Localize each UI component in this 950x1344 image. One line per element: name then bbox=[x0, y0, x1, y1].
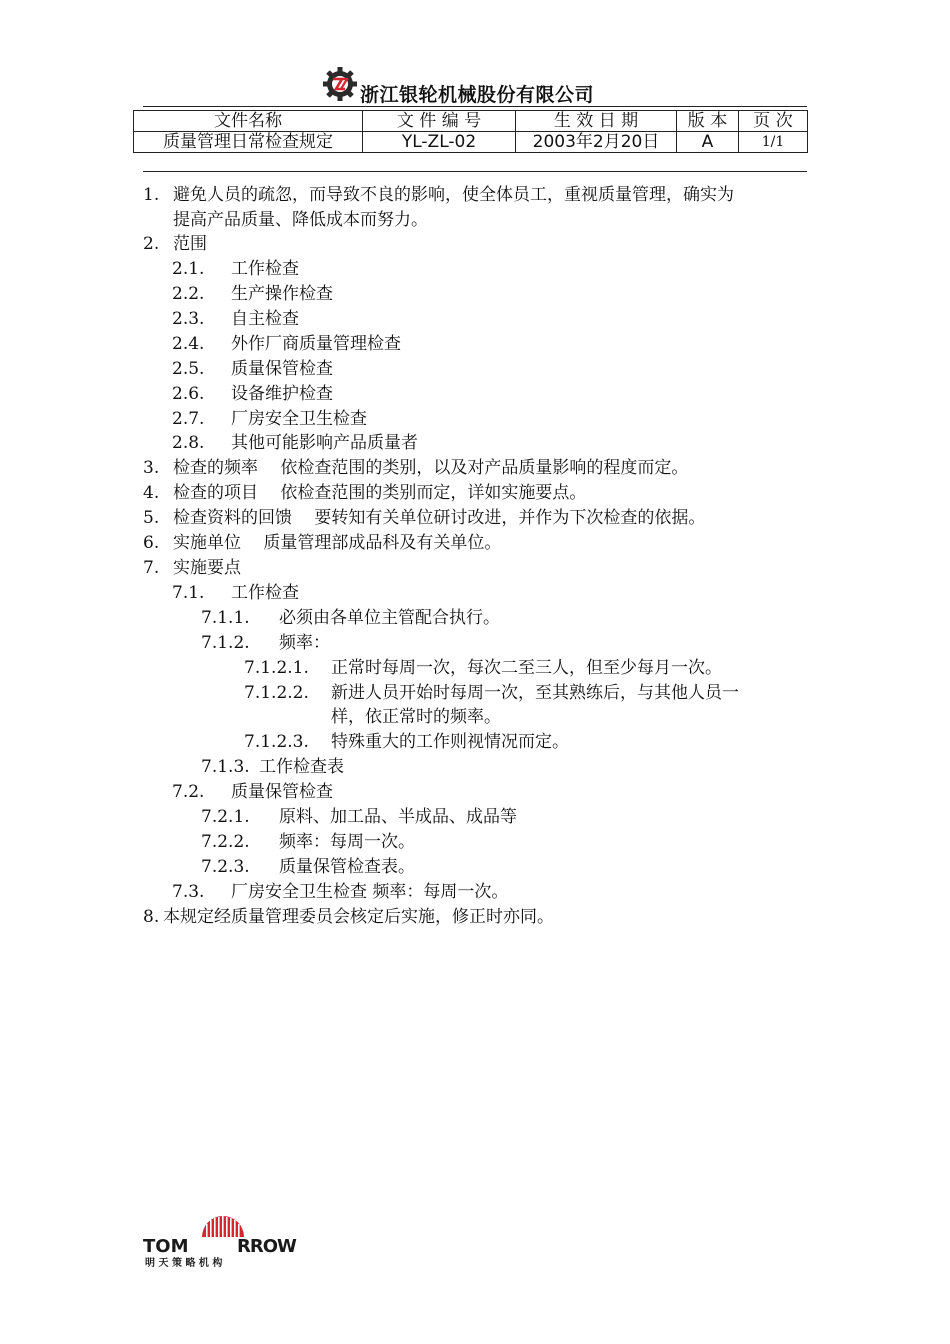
brand-subtitle: 明 天 策 略 机 构 bbox=[145, 1258, 223, 1268]
value-page: 1/1 bbox=[739, 132, 808, 153]
label-version: 版 本 bbox=[677, 111, 739, 132]
document-info-table bbox=[133, 110, 808, 153]
info-table-header-row bbox=[134, 111, 808, 132]
value-file-name: 质量管理日常检查规定 bbox=[134, 132, 363, 153]
value-effective-date: 2003年2月20日 bbox=[516, 132, 677, 153]
label-file-name: 文件名称 bbox=[134, 111, 363, 132]
tomorrow-brand-logo bbox=[143, 1212, 303, 1268]
value-file-number: YL-ZL-02 bbox=[363, 132, 516, 153]
skyline-icon bbox=[202, 1216, 244, 1237]
header-rule-bottom bbox=[143, 171, 807, 172]
label-effective-date: 生 效 日 期 bbox=[516, 111, 677, 132]
header-rule-top bbox=[143, 106, 807, 107]
label-file-number: 文 件 编 号 bbox=[363, 111, 516, 132]
brand-text-left: TOM bbox=[143, 1236, 189, 1257]
info-table-value-row bbox=[134, 132, 808, 153]
company-logo-icon bbox=[322, 66, 358, 102]
brand-text-right: RROW bbox=[237, 1236, 296, 1257]
company-header bbox=[320, 66, 660, 106]
company-name: 浙江银轮机械股份有限公司 bbox=[360, 84, 595, 106]
label-page: 页 次 bbox=[739, 111, 808, 132]
value-version: A bbox=[677, 132, 739, 153]
